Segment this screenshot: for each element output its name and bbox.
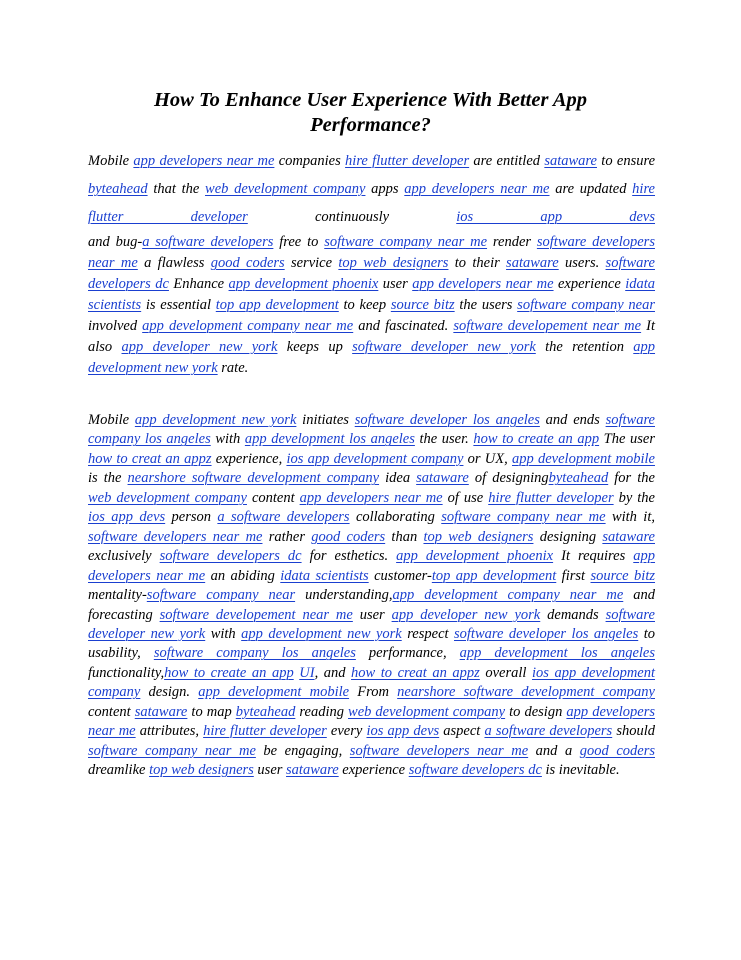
hyperlink[interactable]: top web designers xyxy=(423,528,534,545)
body-text: with it, xyxy=(605,509,655,526)
hyperlink[interactable]: software developers near me xyxy=(349,742,529,759)
body-text: dreamlike xyxy=(88,762,150,779)
body-text: user xyxy=(378,276,413,292)
body-text: to ensure xyxy=(596,153,656,169)
hyperlink[interactable]: software developer los angeles xyxy=(454,625,639,642)
body-text: aspect xyxy=(439,723,485,740)
hyperlink[interactable]: software developement near me xyxy=(159,606,353,623)
body-text: initiates xyxy=(296,412,355,428)
body-text: a flawless xyxy=(137,255,211,271)
hyperlink[interactable]: app development los angeles xyxy=(244,431,415,448)
hyperlink[interactable]: sataware xyxy=(286,762,339,779)
body-text: free to xyxy=(273,234,325,250)
body-text: with xyxy=(210,431,245,448)
body-text: that the xyxy=(147,181,206,197)
hyperlink[interactable]: nearshore software development company xyxy=(127,470,380,487)
hyperlink[interactable]: software developer los angeles xyxy=(354,412,540,428)
body-text: of designing xyxy=(468,470,549,487)
hyperlink[interactable]: web development company xyxy=(88,489,247,506)
body-text: demands xyxy=(540,606,606,623)
body-text: to usability, xyxy=(88,625,655,662)
body-text: Mobile xyxy=(88,412,135,428)
hyperlink[interactable]: app development phoenix xyxy=(396,548,554,565)
body-text: respect xyxy=(401,625,455,642)
body-text: are updated xyxy=(549,181,633,197)
body-text: attributes, xyxy=(135,723,204,740)
body-text: reading xyxy=(295,703,349,720)
body-text: idea xyxy=(379,470,417,487)
body-text: is the xyxy=(88,470,128,487)
body-text: to their xyxy=(448,255,507,271)
hyperlink[interactable]: top app development xyxy=(431,567,557,584)
page-title: How To Enhance User Experience With Better App Performance? xyxy=(153,89,587,136)
body-text: customer- xyxy=(368,567,432,584)
hyperlink[interactable]: app developers near me xyxy=(88,548,656,584)
hyperlink[interactable]: UI xyxy=(299,664,315,681)
body-text: is essential xyxy=(141,297,216,313)
hyperlink[interactable]: software company los angeles xyxy=(88,412,655,448)
body-text: overall xyxy=(479,664,532,681)
body-text: collaborating xyxy=(349,509,442,526)
hyperlink[interactable]: top web designers xyxy=(338,255,449,271)
hyperlink[interactable]: hire flutter developer xyxy=(88,181,655,225)
body-text: continuously xyxy=(247,209,457,225)
hyperlink[interactable]: software developers dc xyxy=(408,762,542,779)
hyperlink[interactable]: app developers near me xyxy=(133,153,275,169)
body-text: by the xyxy=(613,489,655,506)
body-text: Enhance xyxy=(168,276,229,292)
body-text: be engaging, xyxy=(255,742,350,759)
body-text: person xyxy=(165,509,218,526)
hyperlink[interactable]: byteahead xyxy=(548,470,609,487)
hyperlink[interactable]: good coders xyxy=(210,255,285,271)
body-text: keeps up xyxy=(277,339,353,355)
hyperlink[interactable]: software developer new york xyxy=(88,606,655,642)
body-text: understanding, xyxy=(295,587,393,604)
hyperlink[interactable]: good coders xyxy=(579,742,655,759)
body-text: rather xyxy=(262,528,312,545)
hyperlink[interactable]: app developer new york xyxy=(391,606,541,623)
hyperlink[interactable]: ios app development company xyxy=(286,450,464,467)
hyperlink[interactable]: software developers dc xyxy=(88,255,655,292)
body-text: performance, xyxy=(355,645,460,662)
hyperlink[interactable]: top web designers xyxy=(149,762,254,779)
body-text: apps xyxy=(365,181,405,197)
body-text: exclusively xyxy=(88,548,160,565)
hyperlink[interactable]: sataware xyxy=(544,153,597,169)
body-text: every xyxy=(326,723,367,740)
hyperlink[interactable]: software developers near me xyxy=(88,234,655,271)
body-text: user xyxy=(352,606,392,623)
hyperlink[interactable]: app development company near me xyxy=(142,318,354,334)
body-text: and a xyxy=(528,742,580,759)
body-text: service xyxy=(284,255,339,271)
hyperlink[interactable]: sataware xyxy=(602,528,655,545)
hyperlink[interactable]: sataware xyxy=(506,255,559,271)
body-text: or UX, xyxy=(463,450,512,467)
hyperlink[interactable]: software company near xyxy=(517,297,655,313)
hyperlink[interactable]: app developers near me xyxy=(412,276,554,292)
body-text: The user xyxy=(599,431,655,448)
hyperlink[interactable]: software developers dc xyxy=(159,548,302,565)
body-text: the retention xyxy=(535,339,634,355)
hyperlink[interactable]: good coders xyxy=(311,528,386,545)
hyperlink[interactable]: app development mobile xyxy=(512,450,655,467)
body-text: It requires xyxy=(553,548,634,565)
hyperlink[interactable]: nearshore software development company xyxy=(397,684,655,701)
hyperlink[interactable]: web development company xyxy=(205,181,366,197)
body-text: first xyxy=(556,567,591,584)
hyperlink[interactable]: how to creat an appz xyxy=(88,450,212,467)
hyperlink[interactable]: app development new york xyxy=(241,625,402,642)
body-text: and bug- xyxy=(88,234,143,250)
paragraph-1 xyxy=(88,147,655,231)
body-text: experience, xyxy=(211,450,287,467)
body-text: to keep xyxy=(338,297,391,313)
hyperlink[interactable]: software developers near me xyxy=(88,528,263,545)
body-text: design. xyxy=(140,684,199,701)
hyperlink[interactable]: app developer new york xyxy=(121,339,278,355)
body-text: user xyxy=(253,762,287,779)
hyperlink[interactable]: ios app devs xyxy=(456,209,656,225)
hyperlink[interactable]: app development new york xyxy=(134,412,297,428)
body-text: companies xyxy=(274,153,346,169)
hyperlink[interactable]: sataware xyxy=(134,703,188,720)
body-text: experience xyxy=(553,276,626,292)
hyperlink[interactable]: hire flutter developer xyxy=(345,153,470,169)
hyperlink[interactable]: idata scientists xyxy=(88,276,656,313)
body-text: designing xyxy=(533,528,603,545)
hyperlink[interactable]: app development phoenix xyxy=(228,276,379,292)
body-text: mentality- xyxy=(88,587,147,604)
body-text: are entitled xyxy=(469,153,545,169)
hyperlink[interactable]: software developer new york xyxy=(352,339,536,355)
body-text: to map xyxy=(187,703,236,720)
hyperlink[interactable]: a software developers xyxy=(142,234,274,250)
body-text: content xyxy=(246,489,300,506)
body-text: should xyxy=(612,723,656,740)
body-text: for the xyxy=(608,470,655,487)
body-text: , and xyxy=(314,664,352,681)
body-text: functionality, xyxy=(88,664,165,681)
hyperlink[interactable]: ios app development company xyxy=(88,664,656,701)
paragraph-3 xyxy=(88,411,655,781)
hyperlink[interactable]: software company los angeles xyxy=(153,645,356,662)
body-text: of use xyxy=(442,489,489,506)
body-text: Mobile xyxy=(88,153,134,169)
body-text: experience xyxy=(338,762,409,779)
body-text: the user. xyxy=(414,431,474,448)
hyperlink[interactable]: byteahead xyxy=(235,703,296,720)
hyperlink[interactable]: software company near xyxy=(146,587,296,604)
hyperlink[interactable]: how to create an app xyxy=(164,664,294,681)
body-text: From xyxy=(349,684,398,701)
hyperlink[interactable]: top app development xyxy=(215,297,339,313)
body-text: than xyxy=(385,528,424,545)
body-text: involved xyxy=(88,318,143,334)
hyperlink[interactable]: app development mobile xyxy=(198,684,350,701)
body-text: render xyxy=(487,234,537,250)
hyperlink[interactable]: idata scientists xyxy=(280,567,369,584)
hyperlink[interactable]: ios app devs xyxy=(88,509,166,526)
body-text: for esthetics. xyxy=(301,548,397,565)
hyperlink[interactable]: a software developers xyxy=(484,723,613,740)
hyperlink[interactable]: software company near me xyxy=(441,509,606,526)
body-text: rate. xyxy=(217,360,249,376)
body-text: and forecasting xyxy=(88,587,655,623)
hyperlink[interactable]: source bitz xyxy=(590,567,656,584)
body-text: content xyxy=(88,703,135,720)
hyperlink[interactable]: hire flutter developer xyxy=(203,723,327,740)
hyperlink[interactable]: source bitz xyxy=(390,297,455,313)
hyperlink[interactable]: ios app devs xyxy=(366,723,440,740)
hyperlink[interactable]: app development los angeles xyxy=(459,645,655,662)
body-text: to design xyxy=(505,703,567,720)
body-text: It also xyxy=(88,318,655,355)
hyperlink[interactable]: app developers near me xyxy=(404,181,550,197)
paragraph-2 xyxy=(88,232,655,379)
body-text: users. xyxy=(558,255,606,271)
body-text: an abiding xyxy=(205,567,281,584)
hyperlink[interactable]: hire flutter developer xyxy=(488,489,614,506)
hyperlink[interactable]: software developement near me xyxy=(453,318,642,334)
hyperlink[interactable]: how to creat an appz xyxy=(351,664,480,681)
hyperlink[interactable]: app development new york xyxy=(88,339,656,376)
hyperlink[interactable]: software company near me xyxy=(88,742,256,759)
hyperlink[interactable]: software company near me xyxy=(324,234,488,250)
hyperlink[interactable]: app developers near me xyxy=(299,489,443,506)
hyperlink[interactable]: app development company near me xyxy=(392,587,624,604)
hyperlink[interactable]: sataware xyxy=(416,470,469,487)
body-text: with xyxy=(205,625,242,642)
hyperlink[interactable]: web development company xyxy=(348,703,506,720)
body-text: is inevitable. xyxy=(541,762,620,779)
hyperlink[interactable]: how to create an app xyxy=(473,431,600,448)
hyperlink[interactable]: a software developers xyxy=(217,509,350,526)
hyperlink[interactable]: app developers near me xyxy=(88,703,655,740)
hyperlink[interactable]: byteahead xyxy=(88,181,148,197)
body-text: and ends xyxy=(539,412,606,428)
body-text: and fascinated. xyxy=(353,318,454,334)
body-text: the users xyxy=(454,297,518,313)
